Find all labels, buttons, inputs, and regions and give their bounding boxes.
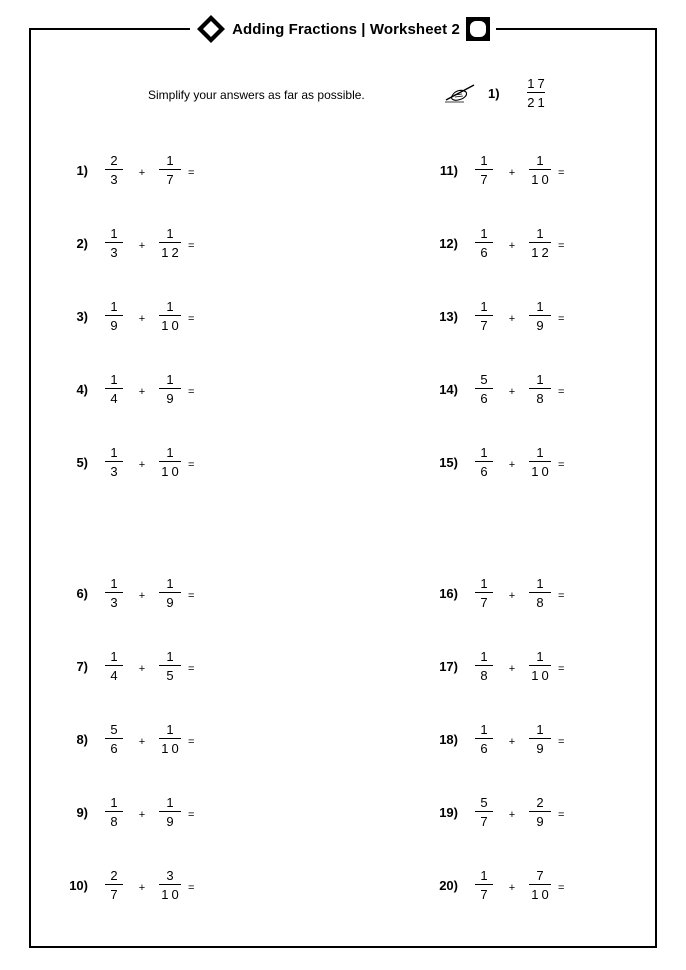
title-group: [190, 14, 496, 44]
fraction-a: [100, 795, 128, 829]
instructions-text: Simplify your answers as far as possible.: [148, 88, 365, 102]
fraction-bar: [475, 811, 493, 812]
fraction-numerator: 7: [536, 868, 547, 883]
fraction-a: [470, 445, 498, 479]
problem-item: [50, 792, 194, 832]
fraction-bar: [105, 665, 123, 666]
fraction-numerator: 1: [166, 649, 177, 664]
problem-number: 10): [69, 877, 88, 893]
fraction-b: [156, 722, 184, 756]
fraction-numerator: 1: [480, 299, 491, 314]
fraction-bar: [475, 461, 493, 462]
equals-sign: =: [558, 882, 565, 894]
fraction-b: [156, 868, 184, 902]
fraction-a: [100, 372, 128, 406]
fraction-numerator: 1: [110, 226, 121, 241]
fraction-a: [470, 576, 498, 610]
fraction-bar: [159, 242, 181, 243]
equals-sign: =: [558, 736, 565, 748]
plus-operator: +: [508, 459, 516, 471]
fraction-b: [156, 445, 184, 479]
fraction-denominator: 8: [536, 595, 547, 610]
fraction-b: [526, 576, 554, 610]
fraction-bar: [475, 592, 493, 593]
fraction-bar: [105, 169, 123, 170]
fraction-numerator: 1: [536, 722, 547, 737]
fraction-b: [156, 153, 184, 187]
problem-item: [420, 719, 564, 759]
fraction-bar: [527, 92, 545, 93]
fraction-denominator: 7: [480, 318, 491, 333]
equals-sign: =: [558, 386, 565, 398]
plus-operator: +: [508, 809, 516, 821]
fraction-numerator: 1: [480, 649, 491, 664]
fraction-b: [526, 372, 554, 406]
fraction-a: [100, 722, 128, 756]
fraction-bar: [475, 665, 493, 666]
plus-operator: +: [508, 663, 516, 675]
fraction-denominator: 4: [110, 668, 121, 683]
fraction-bar: [159, 388, 181, 389]
fraction-numerator: 5: [480, 372, 491, 387]
fraction-denominator: 6: [480, 741, 491, 756]
fraction-b: [156, 576, 184, 610]
fraction-denominator: 5: [166, 668, 177, 683]
fraction-numerator: 5: [110, 722, 121, 737]
fraction-numerator: 17: [527, 76, 548, 91]
equals-sign: =: [558, 459, 565, 471]
fraction-denominator: 10: [531, 668, 552, 683]
equals-sign: =: [188, 313, 195, 325]
plus-operator: +: [508, 882, 516, 894]
fraction-denominator: 9: [166, 391, 177, 406]
fraction-denominator: 8: [536, 391, 547, 406]
fraction-denominator: 9: [166, 595, 177, 610]
fraction-b: [526, 868, 554, 902]
fraction-denominator: 9: [536, 814, 547, 829]
fraction-denominator: 10: [531, 464, 552, 479]
equals-sign: =: [558, 809, 565, 821]
fraction-bar: [159, 738, 181, 739]
fraction-numerator: 2: [110, 153, 121, 168]
equals-sign: =: [558, 590, 565, 602]
fraction-denominator: 9: [536, 741, 547, 756]
problem-number: 19): [439, 804, 458, 820]
fraction-denominator: 12: [161, 245, 182, 260]
pen-hand-icon: [444, 82, 478, 104]
fraction-b: [156, 299, 184, 333]
problem-item: [50, 150, 194, 190]
fraction-numerator: 5: [480, 795, 491, 810]
fraction-b: [526, 153, 554, 187]
problem-number: 5): [76, 454, 88, 470]
fraction-numerator: 1: [536, 649, 547, 664]
fraction-bar: [105, 388, 123, 389]
page-title: Adding Fractions | Worksheet 2: [232, 20, 460, 38]
plus-operator: +: [138, 809, 146, 821]
problem-item: [50, 296, 194, 336]
fraction-a: [100, 153, 128, 187]
equals-sign: =: [558, 167, 565, 179]
fraction-numerator: 2: [536, 795, 547, 810]
problem-item: [420, 573, 564, 613]
fraction-denominator: 6: [110, 741, 121, 756]
fraction-numerator: 1: [480, 576, 491, 591]
fraction-bar: [105, 592, 123, 593]
fraction-a: [470, 795, 498, 829]
fraction-bar: [159, 461, 181, 462]
fraction-bar: [529, 592, 551, 593]
fraction-numerator: 1: [166, 226, 177, 241]
fraction-bar: [529, 738, 551, 739]
fraction-b: [526, 445, 554, 479]
fraction-a: [100, 445, 128, 479]
problem-item: [420, 646, 564, 686]
fraction-numerator: 1: [536, 153, 547, 168]
fraction-numerator: 1: [480, 226, 491, 241]
fraction-denominator: 9: [536, 318, 547, 333]
fraction-denominator: 9: [166, 814, 177, 829]
fraction-denominator: 10: [161, 464, 182, 479]
fraction-numerator: 1: [166, 576, 177, 591]
plus-operator: +: [508, 240, 516, 252]
equals-sign: =: [188, 590, 195, 602]
fraction-bar: [159, 315, 181, 316]
fraction-bar: [529, 665, 551, 666]
problem-number: 12): [439, 235, 458, 251]
fraction-a: [470, 868, 498, 902]
problem-item: [50, 719, 194, 759]
fraction-denominator: 6: [480, 245, 491, 260]
plus-operator: +: [508, 313, 516, 325]
plus-operator: +: [138, 590, 146, 602]
problem-item: [420, 223, 564, 263]
fraction-bar: [105, 884, 123, 885]
fraction-numerator: 1: [536, 372, 547, 387]
fraction-bar: [159, 884, 181, 885]
plus-operator: +: [508, 386, 516, 398]
problem-item: [50, 646, 194, 686]
problem-number: 7): [76, 658, 88, 674]
fraction-a: [470, 226, 498, 260]
problem-number: 18): [439, 731, 458, 747]
fraction-denominator: 3: [110, 464, 121, 479]
fraction-bar: [475, 884, 493, 885]
fraction-denominator: 8: [480, 668, 491, 683]
equals-sign: =: [558, 240, 565, 252]
equals-sign: =: [188, 167, 195, 179]
fraction-denominator: 10: [161, 741, 182, 756]
fraction-numerator: 2: [110, 868, 121, 883]
fraction-bar: [159, 592, 181, 593]
plus-operator: +: [138, 459, 146, 471]
problem-number: 3): [76, 308, 88, 324]
fraction-numerator: 1: [536, 299, 547, 314]
fraction-numerator: 1: [480, 868, 491, 883]
plus-operator: +: [138, 736, 146, 748]
fraction-denominator: 3: [110, 595, 121, 610]
fraction-b: [526, 299, 554, 333]
fraction-numerator: 1: [480, 445, 491, 460]
fraction-a: [470, 722, 498, 756]
fraction-denominator: 7: [480, 887, 491, 902]
fraction-a: [470, 153, 498, 187]
problem-number: 2): [76, 235, 88, 251]
fraction-bar: [529, 315, 551, 316]
equals-sign: =: [188, 882, 195, 894]
fraction-denominator: 3: [110, 245, 121, 260]
problem-item: [50, 223, 194, 263]
fraction-denominator: 7: [166, 172, 177, 187]
problem-number: 13): [439, 308, 458, 324]
fraction-denominator: 3: [110, 172, 121, 187]
fraction-numerator: 1: [536, 226, 547, 241]
fraction-bar: [529, 461, 551, 462]
fraction-bar: [105, 461, 123, 462]
fraction-bar: [529, 388, 551, 389]
fraction-a: [100, 576, 128, 610]
problem-number: 20): [439, 877, 458, 893]
plus-operator: +: [138, 882, 146, 894]
fraction-numerator: 1: [480, 153, 491, 168]
plus-operator: +: [138, 386, 146, 398]
fraction-denominator: 7: [480, 595, 491, 610]
fraction-bar: [475, 169, 493, 170]
fraction-bar: [105, 315, 123, 316]
problem-item: [420, 442, 564, 482]
fraction-numerator: 1: [536, 576, 547, 591]
fraction-numerator: 1: [166, 372, 177, 387]
title-bar: [0, 14, 686, 44]
fraction-b: [526, 722, 554, 756]
problem-item: [50, 573, 194, 613]
fraction-a: [470, 649, 498, 683]
fraction-bar: [475, 388, 493, 389]
problem-number: 9): [76, 804, 88, 820]
fraction-bar: [105, 811, 123, 812]
example-answer-fraction: [522, 76, 550, 110]
problem-item: [50, 865, 194, 905]
problem-number: 8): [76, 731, 88, 747]
fraction-a: [100, 299, 128, 333]
fraction-numerator: 1: [166, 153, 177, 168]
fraction-b: [156, 226, 184, 260]
fraction-a: [100, 226, 128, 260]
fraction-bar: [475, 242, 493, 243]
fraction-b: [156, 372, 184, 406]
fraction-b: [156, 649, 184, 683]
example-answer: [444, 76, 550, 110]
fraction-numerator: 1: [480, 722, 491, 737]
fraction-bar: [159, 169, 181, 170]
problem-number: 17): [439, 658, 458, 674]
diamond-logo-icon: [196, 14, 226, 44]
fraction-denominator: 10: [161, 887, 182, 902]
fraction-denominator: 6: [480, 391, 491, 406]
equals-sign: =: [558, 663, 565, 675]
problem-number: 4): [76, 381, 88, 397]
problem-number: 6): [76, 585, 88, 601]
fraction-denominator: 21: [527, 95, 548, 110]
problem-number: 11): [439, 162, 458, 178]
fraction-a: [470, 372, 498, 406]
problem-item: [420, 369, 564, 409]
plus-operator: +: [138, 313, 146, 325]
fraction-numerator: 1: [110, 576, 121, 591]
plus-operator: +: [138, 167, 146, 179]
fraction-b: [526, 795, 554, 829]
problem-item: [420, 150, 564, 190]
problem-number: 14): [439, 381, 458, 397]
fraction-numerator: 1: [166, 299, 177, 314]
problem-item: [50, 369, 194, 409]
fraction-numerator: 1: [166, 445, 177, 460]
fraction-denominator: 10: [531, 887, 552, 902]
fraction-bar: [159, 665, 181, 666]
fraction-numerator: 1: [166, 722, 177, 737]
fraction-denominator: 7: [110, 887, 121, 902]
plus-operator: +: [138, 663, 146, 675]
plus-operator: +: [138, 240, 146, 252]
fraction-bar: [529, 169, 551, 170]
fraction-bar: [105, 738, 123, 739]
fraction-denominator: 7: [480, 172, 491, 187]
fraction-denominator: 4: [110, 391, 121, 406]
problem-item: [50, 442, 194, 482]
fraction-denominator: 8: [110, 814, 121, 829]
problem-item: [420, 792, 564, 832]
fraction-denominator: 7: [480, 814, 491, 829]
plus-operator: +: [508, 736, 516, 748]
fraction-numerator: 1: [110, 649, 121, 664]
fraction-bar: [529, 884, 551, 885]
equals-sign: =: [188, 240, 195, 252]
equals-sign: =: [188, 736, 195, 748]
fraction-denominator: 9: [110, 318, 121, 333]
fraction-bar: [475, 738, 493, 739]
equals-sign: =: [188, 386, 195, 398]
fraction-numerator: 1: [110, 445, 121, 460]
problem-number: 15): [439, 454, 458, 470]
fraction-bar: [159, 811, 181, 812]
fraction-denominator: 12: [531, 245, 552, 260]
plus-operator: +: [508, 167, 516, 179]
fraction-a: [100, 649, 128, 683]
fraction-denominator: 6: [480, 464, 491, 479]
problem-number: 1): [76, 162, 88, 178]
fraction-a: [100, 868, 128, 902]
plus-operator: +: [508, 590, 516, 602]
equals-sign: =: [188, 459, 195, 471]
fraction-bar: [105, 242, 123, 243]
fraction-b: [156, 795, 184, 829]
rounded-square-logo-icon: [466, 17, 490, 41]
fraction-numerator: 1: [536, 445, 547, 460]
equals-sign: =: [188, 809, 195, 821]
fraction-numerator: 1: [110, 372, 121, 387]
equals-sign: =: [188, 663, 195, 675]
fraction-bar: [475, 315, 493, 316]
fraction-denominator: 10: [531, 172, 552, 187]
fraction-denominator: 10: [161, 318, 182, 333]
fraction-numerator: 1: [166, 795, 177, 810]
problem-item: [420, 296, 564, 336]
problem-item: [420, 865, 564, 905]
fraction-a: [470, 299, 498, 333]
fraction-numerator: 1: [110, 795, 121, 810]
problem-number: 16): [439, 585, 458, 601]
example-number: 1): [488, 85, 500, 101]
fraction-bar: [529, 242, 551, 243]
fraction-bar: [529, 811, 551, 812]
fraction-b: [526, 226, 554, 260]
fraction-numerator: 1: [110, 299, 121, 314]
fraction-numerator: 3: [166, 868, 177, 883]
fraction-b: [526, 649, 554, 683]
equals-sign: =: [558, 313, 565, 325]
